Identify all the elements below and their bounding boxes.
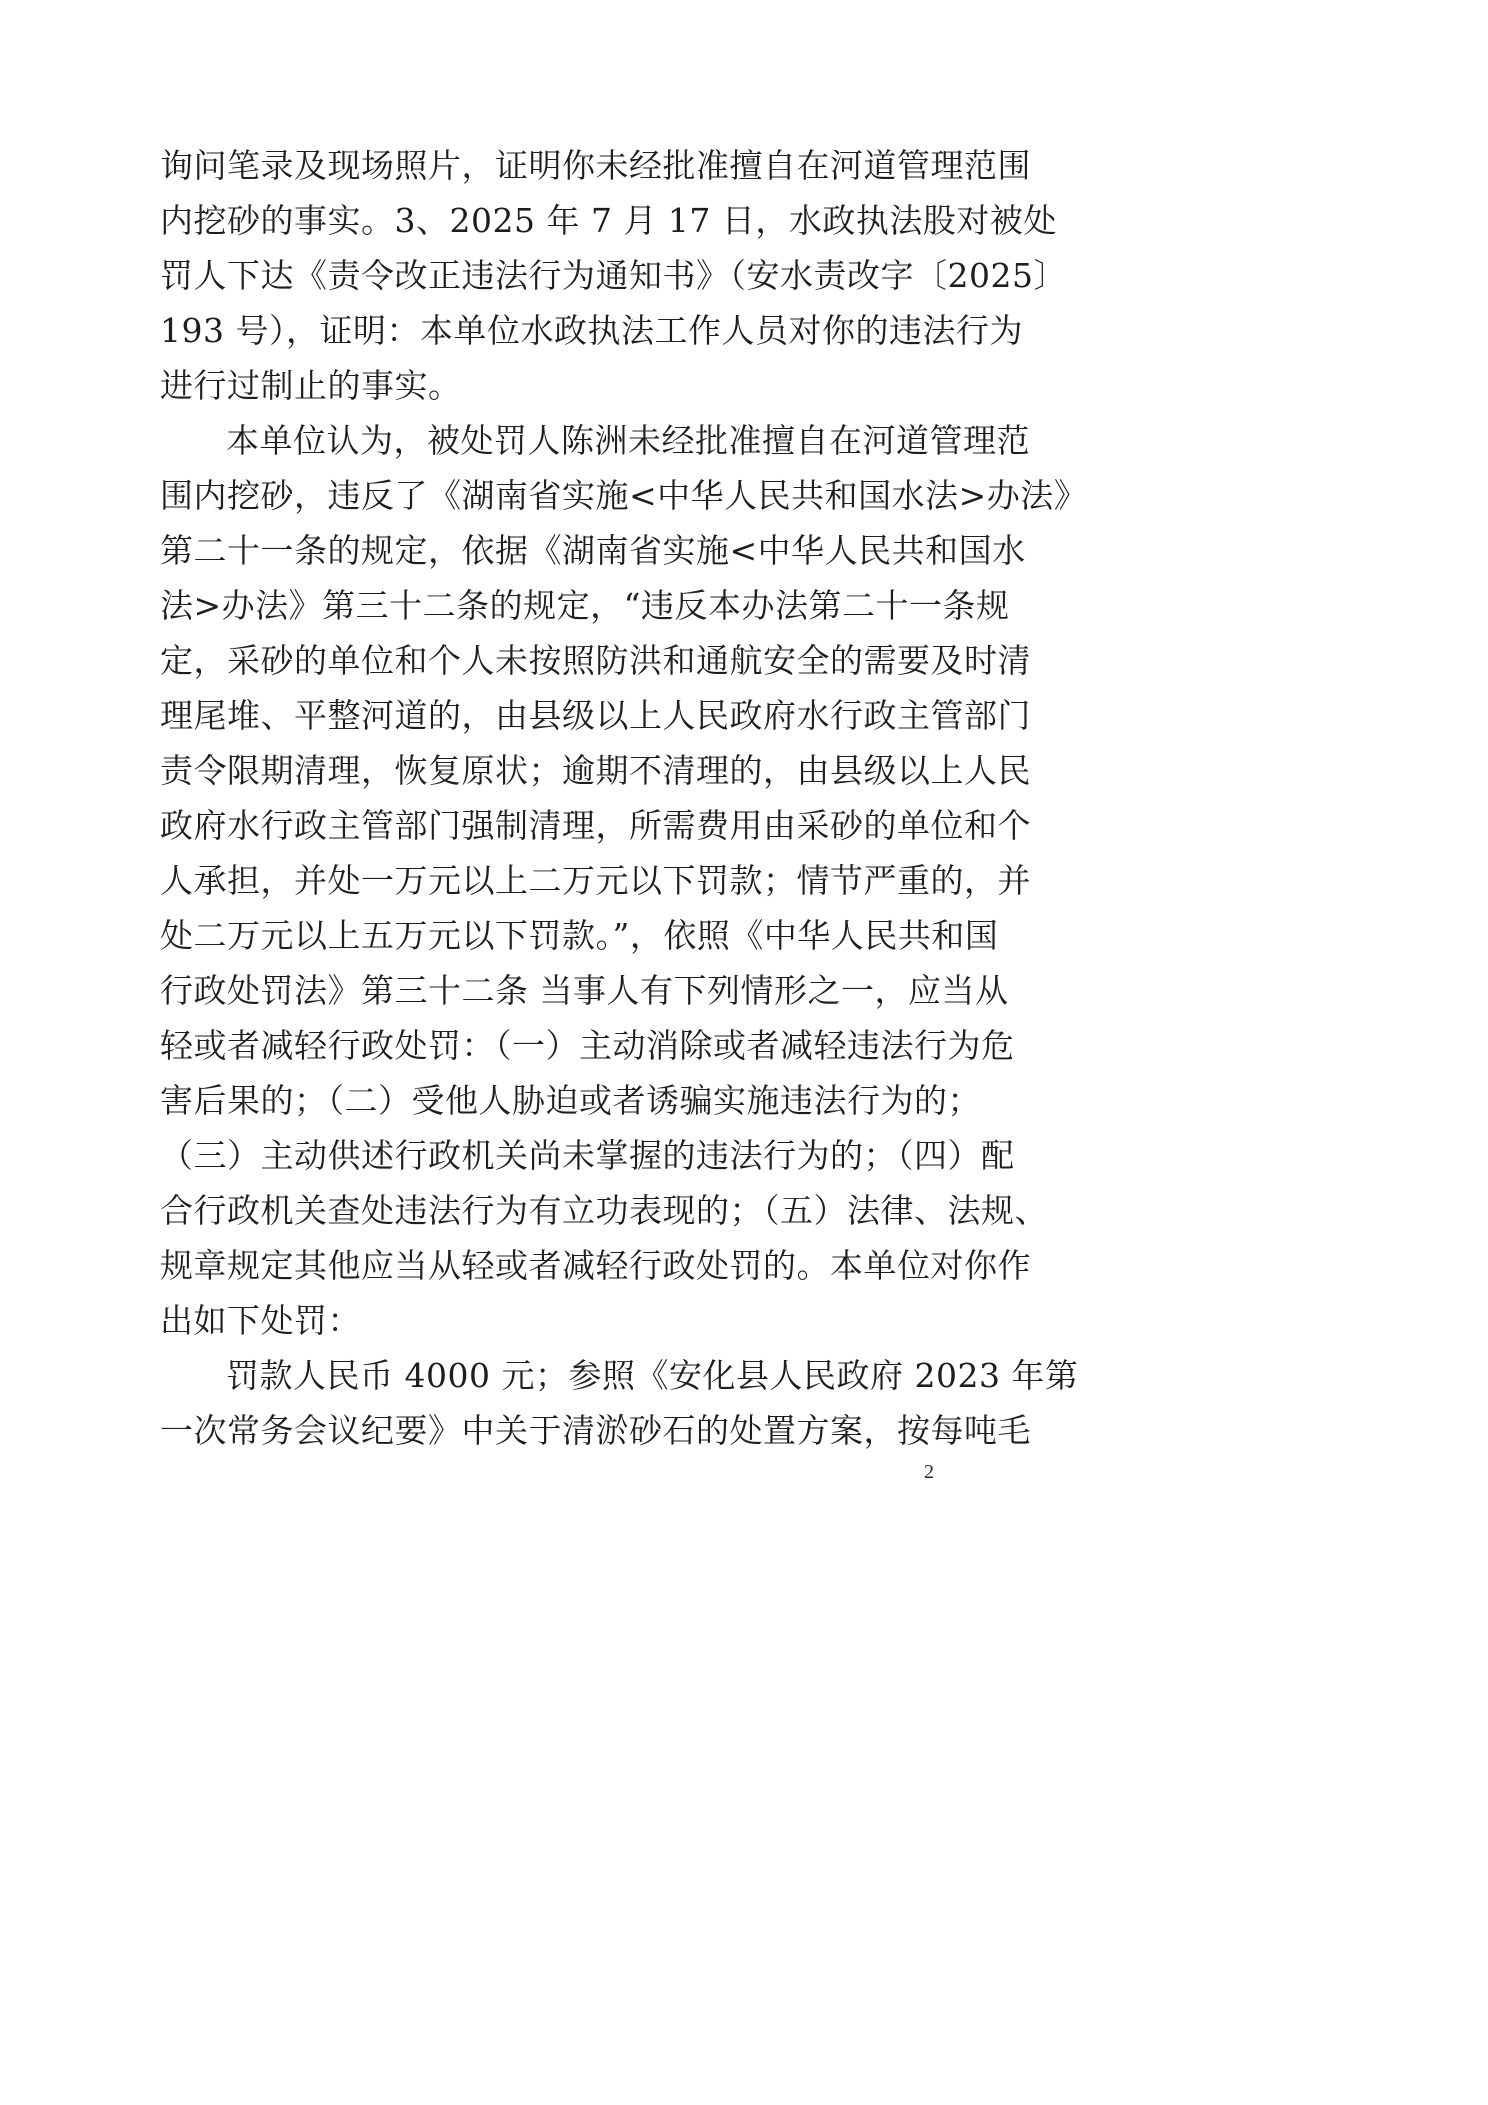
text-line: 内挖砂的事实。3、2025 年 7 月 17 日，水政执法股对被处 bbox=[160, 201, 1057, 240]
text-line: 责令限期清理，恢复原状；逾期不清理的，由县级以上人民 bbox=[160, 751, 1031, 790]
text-line: 出如下处罚： bbox=[160, 1301, 361, 1340]
text-line: 害后果的；（二）受他人胁迫或者诱骗实施违法行为的； bbox=[160, 1081, 981, 1120]
text-line: 一次常务会议纪要》中关于清淤砂石的处置方案，按每吨毛 bbox=[160, 1411, 1031, 1450]
text-line: 193 号），证明：本单位水政执法工作人员对你的违法行为 bbox=[160, 311, 1023, 350]
text-line: 政府水行政主管部门强制清理，所需费用由采砂的单位和个 bbox=[160, 806, 1031, 845]
text-line: 处二万元以上五万元以下罚款。”，依照《中华人民共和国 bbox=[160, 916, 999, 955]
page-number: 2 bbox=[924, 1461, 934, 1483]
text-line: 合行政机关查处违法行为有立功表现的；（五）法律、法规、 bbox=[160, 1191, 1048, 1230]
text-line: 理尾堆、平整河道的，由县级以上人民政府水行政主管部门 bbox=[160, 696, 1031, 735]
text-line: 围内挖砂，违反了《湖南省实施<中华人民共和国水法>办法》 bbox=[160, 476, 1088, 515]
text-line: 轻或者减轻行政处罚：（一）主动消除或者减轻违法行为危 bbox=[160, 1026, 1015, 1065]
text-line: 进行过制止的事实。 bbox=[160, 366, 462, 405]
text-line: 人承担，并处一万元以上二万元以下罚款；情节严重的，并 bbox=[160, 861, 1031, 900]
text-line: 罚人下达《责令改正违法行为通知书》（安水责改字〔2025〕 bbox=[160, 256, 1067, 295]
text-line: 法>办法》第三十二条的规定，“违反本办法第二十一条规 bbox=[160, 586, 1010, 625]
text-line: 询问笔录及现场照片，证明你未经批准擅自在河道管理范围 bbox=[160, 146, 1031, 185]
paragraph-start-line: 罚款人民币 4000 元；参照《安化县人民政府 2023 年第 bbox=[226, 1356, 1079, 1395]
text-line: 定，采砂的单位和个人未按照防洪和通航安全的需要及时清 bbox=[160, 641, 1031, 680]
body-text bbox=[160, 138, 1088, 1458]
paragraph-start-line: 本单位认为，被处罚人陈洲未经批准擅自在河道管理范 bbox=[226, 421, 1030, 460]
text-line: 规章规定其他应当从轻或者减轻行政处罚的。本单位对你作 bbox=[160, 1246, 1031, 1285]
text-line: 行政处罚法》第三十二条 当事人有下列情形之一，应当从 bbox=[160, 971, 1009, 1010]
text-line: （三）主动供述行政机关尚未掌握的违法行为的；（四）配 bbox=[160, 1136, 1015, 1175]
text-line: 第二十一条的规定，依据《湖南省实施<中华人民共和国水 bbox=[160, 531, 1026, 570]
